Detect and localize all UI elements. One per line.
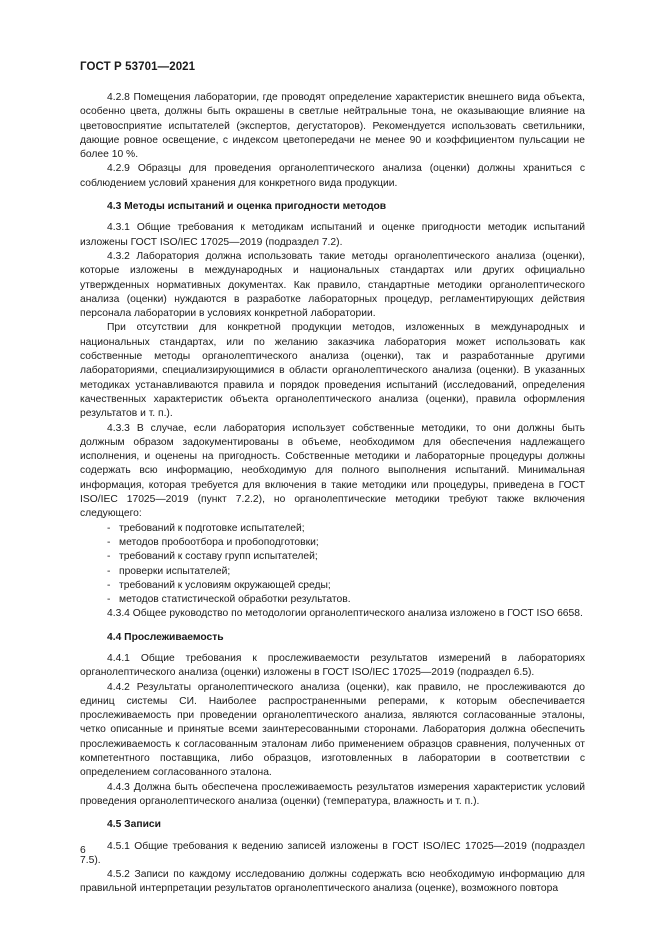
list-item-text: методов пробоотбора и пробоподготовки; — [119, 536, 319, 548]
paragraph: 4.4.2 Результаты органолептического анализа (оценки), как правило, не прослеживаются до единиц системы СИ. Наиболее распространенными реперами, к которым обеспечивается прослеживаемость при проведении органолептического анализа, являются согласованные эталоны, четко описанные и принятые всеми заинтересованными сторонами. Лаборатория должна обеспечить прослеживаемость к согласованным эталонам либо применением образцов сравнения, полученных от компетентного поставщика, либо образцов, изготовленных в лаборатории в соответствии с определением согласованного эталона. — [80, 681, 585, 779]
paragraph: 4.4.1 Общие требования к прослеживаемости результатов измерений в лабораториях органолептического анализа (оценки) изложены в ГОСТ ISO/IEC 17025—2019 (подраздел 6.5). — [80, 652, 585, 679]
list-dash: - — [107, 594, 111, 606]
list-item — [80, 550, 585, 564]
paragraph: 4.3.4 Общее руководство по методологии органолептического анализа изложено в ГОСТ ISO 6658. — [107, 608, 583, 620]
list-item — [80, 565, 585, 579]
section-heading: 4.4 Прослеживаемость — [107, 631, 224, 643]
list-item — [80, 536, 585, 550]
list-item-text: методов статистической обработки результатов. — [119, 594, 351, 606]
list-item — [80, 593, 585, 607]
section-heading: 4.5 Записи — [107, 819, 161, 831]
list-item-text: требований к условиям окружающей среды; — [119, 579, 331, 591]
paragraph: 4.5.1 Общие требования к ведению записей изложены в ГОСТ ISO/IEC 17025—2019 (подраздел 7.5). — [80, 840, 585, 866]
paragraph: При отсутствии для конкретной продукции методов, изложенных в международных и национальных стандартах, или по желанию заказчика лаборатория может использовать как собственные методы органолептического анализа (оценки), так и разработанные другими лабораториями, специализирующимися в области органолептического анализа (оценки). В указанных методиках устанавливаются правила и порядок проведения испытаний (исследований, определения качественных характеристик объекта органолептического анализа (оценки), правила оформления результатов и т. п.). — [80, 322, 585, 420]
paragraph: 4.2.9 Образцы для проведения органолептического анализа (оценки) должны храниться с соблюдением условий хранения для конкретного вида продукции. — [80, 163, 585, 189]
document-body — [80, 91, 585, 897]
paragraph: 4.2.8 Помещения лаборатории, где проводят определение характеристик внешнего вида объекта, особенно цвета, должны быть окрашены в светлые нейтральные тона, не оказывающие влияние на цветовосприятие испытателей (экспертов, дегустаторов). Рекомендуется использовать светильники, дающие ровное освещение, с индексом цветопередачи не менее 90 и коэффициентом пульсации не более 10 %. — [80, 92, 585, 161]
list-item-text: требований к составу групп испытателей; — [119, 551, 318, 563]
list-item — [80, 522, 585, 536]
list-item-text: требований к подготовке испытателей; — [119, 522, 305, 534]
paragraph: 4.3.3 В случае, если лаборатория использует собственные методики, то они должны быть должным образом задокументированы в объеме, необходимом для обеспечения надлежащего исполнения, и оценены на пригодность. Собственные методики и лабораторные процедуры должны содержать всю информацию, необходимую для полного выполнения испытаний. Минимальная информация, которая требуется для включения в такие методики или процедуры, приведена в ГОСТ ISO/IEC 17025—2019 (пункт 7.2.2), но органолептические методики требуют также включения следующего: — [80, 422, 585, 520]
list-dash: - — [107, 522, 111, 534]
list-dash: - — [107, 551, 111, 563]
paragraph: 4.3.2 Лаборатория должна использовать такие методы органолептического анализа (оценки), которые изложены в международных и национальных стандартах или других официально утвержденных нормативных документах. Как правило, стандартные методики органолептического анализа (оценки) нуждаются в разработке лабораторных процедур, регламентирующих действия персонала лаборатории в условиях конкретной лаборатории. — [80, 250, 585, 320]
list-dash: - — [107, 565, 111, 577]
section-heading: 4.3 Методы испытаний и оценка пригодности методов — [107, 201, 387, 213]
list-item — [80, 579, 585, 593]
list-dash: - — [107, 579, 111, 591]
paragraph: 4.4.3 Должна быть обеспечена прослеживаемость результатов измерения характеристик условий проведения органолептического анализа (оценки) (температура, влажность и т. п.). — [80, 781, 585, 807]
list-item-text: проверки испытателей; — [119, 565, 231, 577]
paragraph: 4.5.2 Записи по каждому исследованию должны содержать всю необходимую информацию для правильной интерпретации результатов органолептического анализа (оценке), возможного повтора — [80, 869, 585, 895]
document-header: ГОСТ Р 53701—2021 — [80, 61, 196, 73]
list-dash: - — [107, 536, 111, 548]
paragraph: 4.3.1 Общие требования к методикам испытаний и оценке пригодности методик испытаний изложены ГОСТ ISO/IEC 17025—2019 (подраздел 7.2). — [80, 222, 585, 248]
page-number: 6 — [80, 845, 86, 856]
